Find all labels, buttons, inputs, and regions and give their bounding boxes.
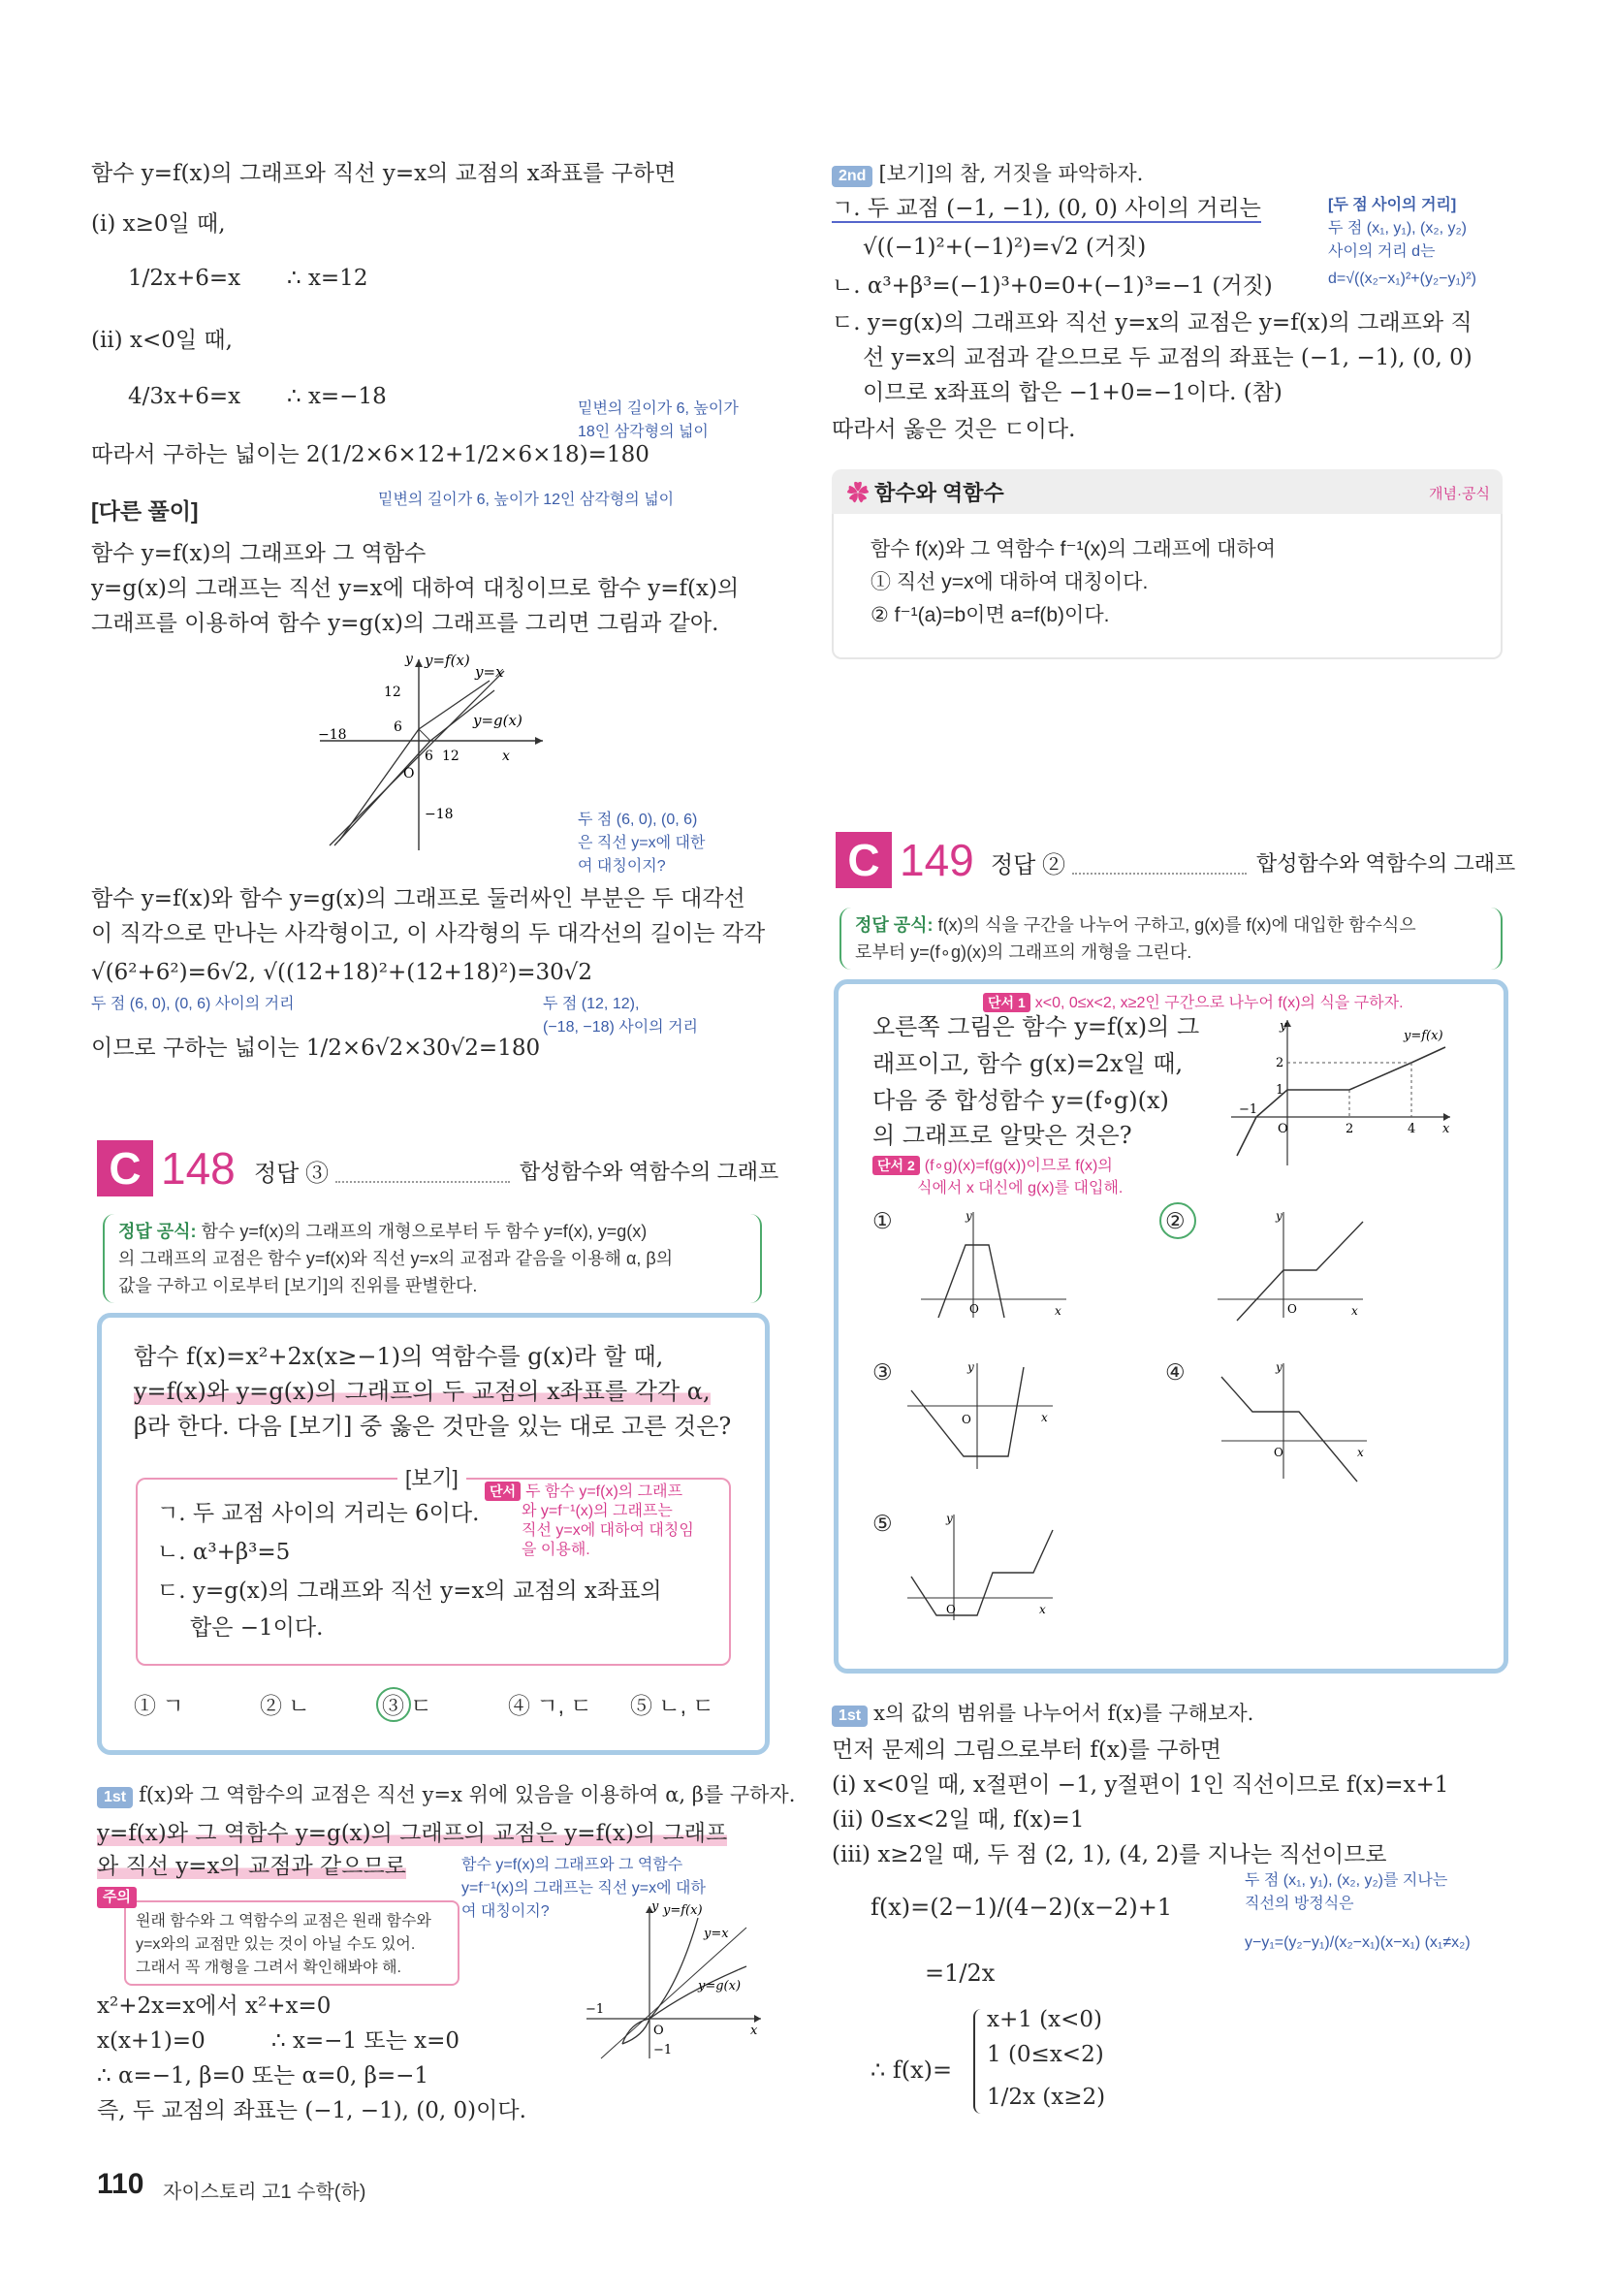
- text-line: 그래프를 이용하여 함수 y=g(x)의 그래프를 그리면 그림과 같아.: [91, 611, 719, 636]
- text-line: 함수 y=f(x)와 함수 y=g(x)의 그래프로 둘러싸인 부분은 두 대각선: [91, 886, 745, 911]
- text-line: (i) x≥0일 때,: [91, 211, 226, 237]
- solution-text: 따라서 옳은 것은 ㄷ이다.: [832, 417, 1076, 442]
- solution-text: 와 직선 y=x의 교점과 같으므로: [97, 1854, 406, 1879]
- equation: ∴ α=−1, β=0 또는 α=0, β=−1: [97, 2063, 429, 2089]
- bogi-item: ㄷ. y=g(x)의 그래프와 직선 y=x의 교점의 x좌표의: [157, 1578, 662, 1604]
- svg-text:x: x: [1039, 1603, 1046, 1616]
- piecewise-brace: [973, 2009, 985, 2114]
- option-5-label[interactable]: ⑤: [872, 1511, 893, 1536]
- answer-label: 정답 ②: [991, 852, 1066, 878]
- option-1-graph[interactable]: [911, 1206, 1076, 1323]
- concept-box-title: ✿ 함수와 역함수: [847, 481, 1004, 505]
- side-note: 두 점 (6, 0), (0, 6) 사이의 거리: [91, 996, 295, 1012]
- choice-5[interactable]: ⑤ ㄴ, ㄷ: [630, 1693, 714, 1718]
- tick-label: 6: [425, 749, 433, 764]
- equation: 이므로 구하는 넓이는 1/2×6√2×30√2=180: [91, 1036, 541, 1061]
- problem-topic: 합성함수와 역함수의 그래프: [1256, 851, 1516, 876]
- problem-marker: C: [97, 1140, 153, 1196]
- graph-label: y=g(x): [473, 712, 522, 729]
- graph-label: y=x: [475, 663, 504, 681]
- solution-text: ㄱ. 두 교점 (−1, −1), (0, 0) 사이의 거리는: [832, 196, 1261, 221]
- tick-label: −18: [425, 807, 454, 822]
- problem-number: 149: [900, 835, 974, 885]
- equation: 1/2x+6=x: [128, 266, 241, 291]
- axis-label: x: [502, 749, 510, 764]
- hint-note: 단서 2 (f∘g)(x)=f(g(x))이므로 f(x)의: [872, 1156, 1113, 1176]
- svg-text:O: O: [1287, 1302, 1297, 1316]
- side-note: 사이의 거리 d는: [1328, 243, 1436, 260]
- option-2-graph[interactable]: [1208, 1206, 1373, 1323]
- svg-text:x: x: [1351, 1304, 1358, 1318]
- svg-text:x: x: [1442, 1122, 1450, 1136]
- piecewise-case: 1/2x (x≥2): [987, 2085, 1106, 2110]
- side-note: 밑변의 길이가 6, 높이가: [578, 400, 739, 417]
- equation: ∴ x=−1 또는 x=0: [271, 2028, 460, 2054]
- svg-text:−1: −1: [1239, 1102, 1258, 1117]
- svg-text:x: x: [1357, 1446, 1364, 1459]
- answer-label: 정답 ③: [254, 1161, 330, 1187]
- svg-text:y: y: [1276, 1360, 1282, 1374]
- hint-note: 식에서 x 대신에 g(x)를 대입해.: [917, 1180, 1124, 1196]
- leader-dots: [335, 1181, 510, 1183]
- svg-text:y: y: [651, 1899, 659, 1914]
- question-text: 함수 f(x)=x²+2x(x≥−1)의 역함수를 g(x)라 할 때,: [134, 1343, 664, 1370]
- svg-text:O: O: [1278, 1122, 1288, 1136]
- book-title: 자이스토리 고1 수학(하): [163, 2182, 366, 2203]
- bogi-title: [보기]: [397, 1464, 466, 1493]
- caution-text: 원래 함수와 그 역함수의 교점은 원래 함수와: [136, 1913, 431, 1929]
- choice-1[interactable]: ① ㄱ: [134, 1693, 184, 1718]
- choice-3[interactable]: ③ ㄷ: [382, 1693, 432, 1718]
- svg-text:y=f(x): y=f(x): [1404, 1029, 1443, 1043]
- question-text: β라 한다. 다음 [보기] 중 옳은 것만을 있는 대로 고른 것은?: [134, 1413, 732, 1440]
- svg-text:y: y: [966, 1209, 972, 1223]
- problem-marker: C: [836, 832, 892, 888]
- solution-text: (i) x<0일 때, x절편이 −1, y절편이 1인 직선이므로 f(x)=x+1: [832, 1772, 1449, 1798]
- svg-text:−1: −1: [653, 2043, 673, 2057]
- solution-step: 2nd [보기]의 참, 거짓을 파악하자.: [832, 159, 1143, 188]
- bogi-item: ㄴ. α³+β³=5: [157, 1540, 291, 1565]
- side-note-title: [두 점 사이의 거리]: [1328, 197, 1457, 213]
- svg-text:2: 2: [1346, 1122, 1354, 1136]
- option-4-label[interactable]: ④: [1165, 1359, 1186, 1385]
- option-2-label[interactable]: ②: [1165, 1208, 1186, 1233]
- section-heading: [다른 풀이]: [91, 498, 199, 524]
- svg-text:x: x: [1055, 1304, 1061, 1318]
- side-note: 밑변의 길이가 6, 높이가 12인 삼각형의 넓이: [378, 492, 675, 508]
- hint-note: 단서 두 함수 y=f(x)의 그래프 와 y=f⁻¹(x)의 그래프는 직선 y=x에 대하여 대칭임 을 이용해.: [485, 1482, 694, 1560]
- svg-text:O: O: [969, 1302, 979, 1316]
- bogi-item: 합은 −1이다.: [190, 1615, 324, 1641]
- inverse-function-graph: [310, 652, 553, 855]
- equation: √((−1)²+(−1)²)=√2 (거짓): [863, 235, 1147, 260]
- side-note: 두 점 (x₁, y₁), (x₂, y₂): [1328, 220, 1468, 237]
- bogi-item: ㄱ. 두 교점 사이의 거리는 6이다.: [157, 1501, 480, 1526]
- quadratic-inverse-graph: [582, 1898, 766, 2063]
- solution-text: (ii) 0≤x<2일 때, f(x)=1: [832, 1807, 1085, 1833]
- equation: =1/2x: [925, 1960, 996, 1987]
- formula-box: 정답 공식: 함수 y=f(x)의 그래프의 개형으로부터 두 함수 y=f(x), y=g(x) 의 그래프의 교점은 함수 y=f(x)와 직선 y=x의 교점과 같음을 이용해 α, β의 값을 구하고 이로부터 [보기]의 진위를 판별한다.: [103, 1214, 762, 1303]
- svg-text:O: O: [962, 1413, 971, 1426]
- text-line: 따라서 구하는 넓이는 2(1/2×6×12+1/2×6×18)=180: [91, 442, 649, 467]
- option-4-graph[interactable]: [1212, 1357, 1377, 1483]
- question-text: 래프이고, 함수 g(x)=2x일 때,: [872, 1050, 1184, 1077]
- text-line: y=g(x)의 그래프는 직선 y=x에 대하여 대칭이므로 함수 y=f(x)의: [91, 576, 740, 601]
- option-3-graph[interactable]: [898, 1357, 1062, 1474]
- question-text: 오른쪽 그림은 함수 y=f(x)의 그: [872, 1013, 1200, 1040]
- option-1-label[interactable]: ①: [872, 1208, 893, 1233]
- concept-text: 함수 f(x)와 그 역함수 f⁻¹(x)의 그래프에 대하여: [871, 538, 1277, 560]
- problem-topic: 합성함수와 역함수의 그래프: [520, 1160, 779, 1184]
- axis-label: y: [405, 652, 413, 667]
- text-line: (ii) x<0일 때,: [91, 328, 233, 353]
- svg-text:2: 2: [1276, 1056, 1284, 1070]
- text-line: 함수 y=f(x)의 그래프와 직선 y=x의 교점의 x좌표를 구하면: [91, 161, 677, 186]
- side-note: y=f⁻¹(x)의 그래프는 직선 y=x에 대하: [461, 1880, 706, 1897]
- equation: x²+2x=x에서 x²+x=0: [97, 1993, 332, 2019]
- side-note: (−18, −18) 사이의 거리: [543, 1019, 698, 1036]
- solution-text: 즉, 두 교점의 좌표는 (−1, −1), (0, 0)이다.: [97, 2098, 526, 2123]
- solution-text: 선 y=x의 교점과 같으므로 두 교점의 좌표는 (−1, −1), (0, 0): [863, 345, 1472, 370]
- solution-text: 이므로 x좌표의 합은 −1+0=−1이다. (참): [863, 380, 1282, 405]
- solution-text: 먼저 문제의 그림으로부터 f(x)를 구하면: [832, 1738, 1221, 1763]
- equation: ∴ f(x)=: [871, 2057, 953, 2084]
- side-note: 두 점 (12, 12),: [543, 996, 640, 1012]
- side-note: 두 점 (x₁, y₁), (x₂, y₂)를 지나는: [1245, 1872, 1448, 1889]
- concept-box-tag: 개념·공식: [1429, 486, 1490, 502]
- equation: ∴ x=12: [287, 266, 368, 291]
- svg-text:y: y: [1280, 1019, 1287, 1034]
- solution-text: y=f(x)와 그 역함수 y=g(x)의 그래프의 교점은 y=f(x)의 그래프: [97, 1821, 728, 1846]
- svg-text:O: O: [946, 1603, 956, 1616]
- tick-label: 12: [442, 749, 459, 764]
- equation: √(6²+6²)=6√2, √((12+18)²+(12+18)²)=30√2: [91, 960, 593, 985]
- side-note: d=√((x₂−x₁)²+(y₂−y₁)²): [1328, 271, 1476, 287]
- leader-dots: [1072, 873, 1247, 875]
- equation: 4/3x+6=x: [128, 384, 241, 409]
- graph-label: y=f(x): [425, 652, 470, 669]
- question-text: 다음 중 합성함수 y=(f∘g)(x): [872, 1087, 1169, 1114]
- svg-text:y: y: [1276, 1209, 1282, 1223]
- caution-text: y=x와의 교점만 있는 것이 아닐 수도 있어.: [136, 1936, 416, 1953]
- side-note: 은 직선 y=x에 대한: [578, 835, 706, 851]
- svg-text:O: O: [1274, 1446, 1283, 1459]
- svg-text:x: x: [750, 2024, 758, 2038]
- side-note: 함수 y=f(x)의 그래프와 그 역함수: [461, 1857, 683, 1873]
- svg-text:y: y: [967, 1360, 974, 1374]
- svg-text:y=x: y=x: [704, 1927, 729, 1941]
- text-line: 함수 y=f(x)의 그래프와 그 역함수: [91, 541, 427, 566]
- caution-text: 그래서 꼭 개형을 그려서 확인해봐야 해.: [136, 1960, 401, 1976]
- equation: ∴ x=−18: [287, 384, 387, 409]
- piecewise-case: 1 (0≤x<2): [987, 2042, 1104, 2067]
- side-note: 여 대칭이지?: [578, 858, 666, 875]
- concept-text: ① 직선 y=x에 대하여 대칭이다.: [871, 571, 1149, 593]
- side-note: 18인 삼각형의 넓이: [578, 424, 709, 440]
- solution-text: ㄴ. α³+β³=(−1)³+0=0+(−1)³=−1 (거짓): [832, 273, 1273, 299]
- svg-text:−1: −1: [586, 2002, 605, 2017]
- solution-step: 1st x의 값의 범위를 나누어서 f(x)를 구해보자.: [832, 1699, 1253, 1728]
- tick-label: 6: [394, 719, 402, 735]
- origin-label: O: [403, 766, 415, 781]
- page-number: 110: [97, 2168, 144, 2200]
- function-f-graph: [1227, 1010, 1460, 1175]
- equation: x(x+1)=0: [97, 2028, 206, 2054]
- solution-step: 1st f(x)와 그 역함수의 교점은 직선 y=x 위에 있음을 이용하여 α, β를 구하자.: [97, 1780, 795, 1809]
- side-note: 직선의 방정식은: [1245, 1896, 1354, 1912]
- tick-label: 12: [384, 685, 401, 700]
- svg-text:y=g(x): y=g(x): [698, 1979, 742, 1993]
- solution-text: (iii) x≥2일 때, 두 점 (2, 1), (4, 2)를 지나는 직선이므로: [832, 1842, 1387, 1867]
- option-5-graph[interactable]: [898, 1509, 1062, 1625]
- question-text: 의 그래프로 알맞은 것은?: [872, 1122, 1132, 1149]
- side-note: 두 점 (6, 0), (0, 6): [578, 812, 698, 828]
- formula-box: 정답 공식: f(x)의 식을 구간을 나누어 구하고, g(x)를 f(x)에 대입한 함수식으 로부터 y=(f∘g)(x)의 그래프의 개형을 그린다.: [839, 908, 1503, 970]
- svg-text:1: 1: [1276, 1083, 1284, 1098]
- hint-note: 단서 1 x<0, 0≤x<2, x≥2인 구간으로 나누어 f(x)의 식을 구하자.: [983, 993, 1404, 1013]
- text-line: 이 직각으로 만나는 사각형이고, 이 사각형의 두 대각선의 길이는 각각: [91, 921, 766, 946]
- side-note: 여 대칭이지?: [461, 1903, 550, 1920]
- option-3-label[interactable]: ③: [872, 1359, 893, 1385]
- concept-text: ② f⁻¹(a)=b이면 a=f(b)이다.: [871, 604, 1110, 626]
- side-note: y−y₁=(y₂−y₁)/(x₂−x₁)(x−x₁) (x₁≠x₂): [1245, 1934, 1471, 1951]
- svg-text:y=f(x): y=f(x): [663, 1903, 703, 1918]
- svg-text:y: y: [946, 1512, 953, 1525]
- svg-text:4: 4: [1408, 1122, 1416, 1136]
- piecewise-case: x+1 (x<0): [987, 2007, 1103, 2032]
- question-text: y=f(x)와 y=g(x)의 그래프의 두 교점의 x좌표를 각각 α,: [134, 1378, 711, 1405]
- svg-text:x: x: [1041, 1411, 1048, 1424]
- caution-badge: 주의: [97, 1887, 137, 1908]
- problem-number: 148: [161, 1143, 236, 1194]
- solution-text: ㄷ. y=g(x)의 그래프와 직선 y=x의 교점은 y=f(x)의 그래프와 직: [832, 310, 1472, 335]
- svg-text:O: O: [653, 2024, 664, 2038]
- equation: f(x)=(2−1)/(4−2)(x−2)+1: [871, 1894, 1173, 1921]
- choice-2[interactable]: ② ㄴ: [260, 1693, 310, 1718]
- tick-label: −18: [318, 727, 347, 743]
- choice-4[interactable]: ④ ㄱ, ㄷ: [508, 1693, 592, 1718]
